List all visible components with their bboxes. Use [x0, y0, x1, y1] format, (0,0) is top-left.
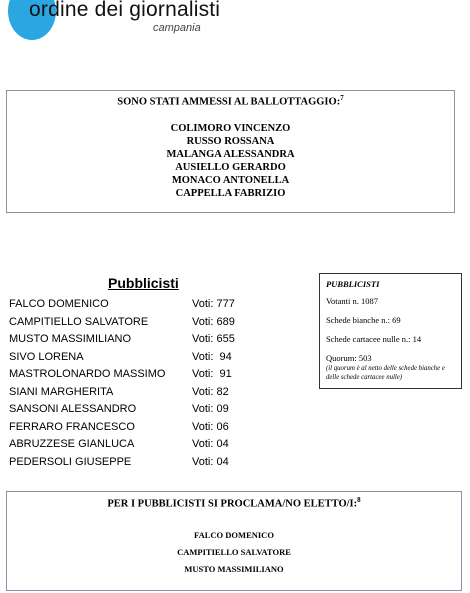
ballottaggio-names	[7, 122, 454, 200]
stats-bianche: Schede bianche n.: 69	[326, 315, 401, 325]
table-row	[9, 456, 319, 473]
candidate-name: MASTROLONARDO MASSIMO	[9, 368, 166, 380]
stats-nulle: Schede cartacee nulle n.: 14	[326, 334, 422, 344]
logo	[4, 0, 221, 48]
candidate-name: SIVO LORENA	[9, 350, 84, 363]
candidate-votes: Voti: 777	[192, 298, 235, 310]
list-item: CAPPELLA FABRIZIO	[175, 188, 286, 199]
table-row	[9, 438, 319, 455]
footnote-marker: 8	[357, 496, 361, 504]
candidate-votes: Voti: 689	[192, 315, 235, 328]
table-row	[9, 386, 319, 403]
ballottaggio-box	[6, 90, 455, 213]
stats-votanti: Votanti n. 1087	[326, 296, 379, 306]
candidate-votes: Voti: 655	[192, 333, 235, 345]
list-item: FALCO DOMENICO	[194, 530, 274, 540]
candidate-votes: Voti: 91	[192, 368, 232, 380]
list-item: COLIMORO VINCENZO	[170, 123, 291, 134]
candidate-votes: Voti: 04	[192, 438, 229, 450]
logo-subtitle: campania	[153, 22, 201, 34]
list-item: MONACO ANTONELLA	[171, 175, 290, 186]
table-row	[9, 368, 319, 385]
list-item: AUSIELLO GERARDO	[175, 162, 286, 173]
list-item: MUSTO MASSIMILIANO	[184, 564, 284, 574]
table-row	[9, 421, 319, 438]
candidate-votes: Voti: 09	[192, 403, 229, 415]
list-item: RUSSO ROSSANA	[186, 136, 275, 147]
candidate-name: FERRARO FRANCESCO	[9, 420, 135, 433]
table-row	[9, 351, 319, 368]
candidate-name: CAMPITIELLO SALVATORE	[9, 315, 149, 328]
proclamati-box	[6, 491, 462, 591]
list-item: CAMPITIELLO SALVATORE	[177, 547, 291, 557]
proclamati-names	[7, 527, 461, 578]
section-title: Pubblicisti	[108, 275, 179, 291]
candidate-name: MUSTO MASSIMILIANO	[9, 333, 132, 345]
stats-title: PUBBLICISTI	[326, 279, 380, 289]
table-row	[9, 403, 319, 420]
candidate-votes: Voti: 06	[192, 420, 229, 433]
stats-note: (il quorum è al netto delle schede bianche e delle schede cartacee nulle)	[326, 365, 445, 381]
stats-quorum: Quorum: 503	[326, 353, 372, 363]
table-row	[9, 316, 319, 333]
candidate-name: SIANI MARGHERITA	[9, 385, 114, 398]
candidate-name: FALCO DOMENICO	[9, 298, 109, 310]
list-item: MALANGA ALESSANDRA	[166, 149, 295, 160]
ballottaggio-heading: SONO STATI AMMESSI AL BALLOTTAGGIO:$^7$	[117, 94, 344, 108]
candidate-name: SANSONI ALESSANDRO	[9, 403, 137, 415]
logo-title: ordine dei giornalisti	[29, 0, 221, 21]
table-row	[9, 298, 319, 315]
candidate-votes: Voti: 04	[192, 455, 229, 468]
footnote-marker: 7	[340, 94, 344, 102]
stats-box	[319, 273, 462, 389]
candidate-name: PEDERSOLI GIUSEPPE	[9, 455, 132, 468]
table-row	[9, 333, 319, 350]
candidate-votes: Voti: 82	[192, 385, 229, 398]
candidate-name: ABRUZZESE GIANLUCA	[9, 438, 135, 450]
proclamati-heading: PER I PUBBLICISTI SI PROCLAMA/NO ELETTO/I:$^8$	[107, 496, 361, 510]
candidate-votes: Voti: 94	[192, 350, 232, 363]
